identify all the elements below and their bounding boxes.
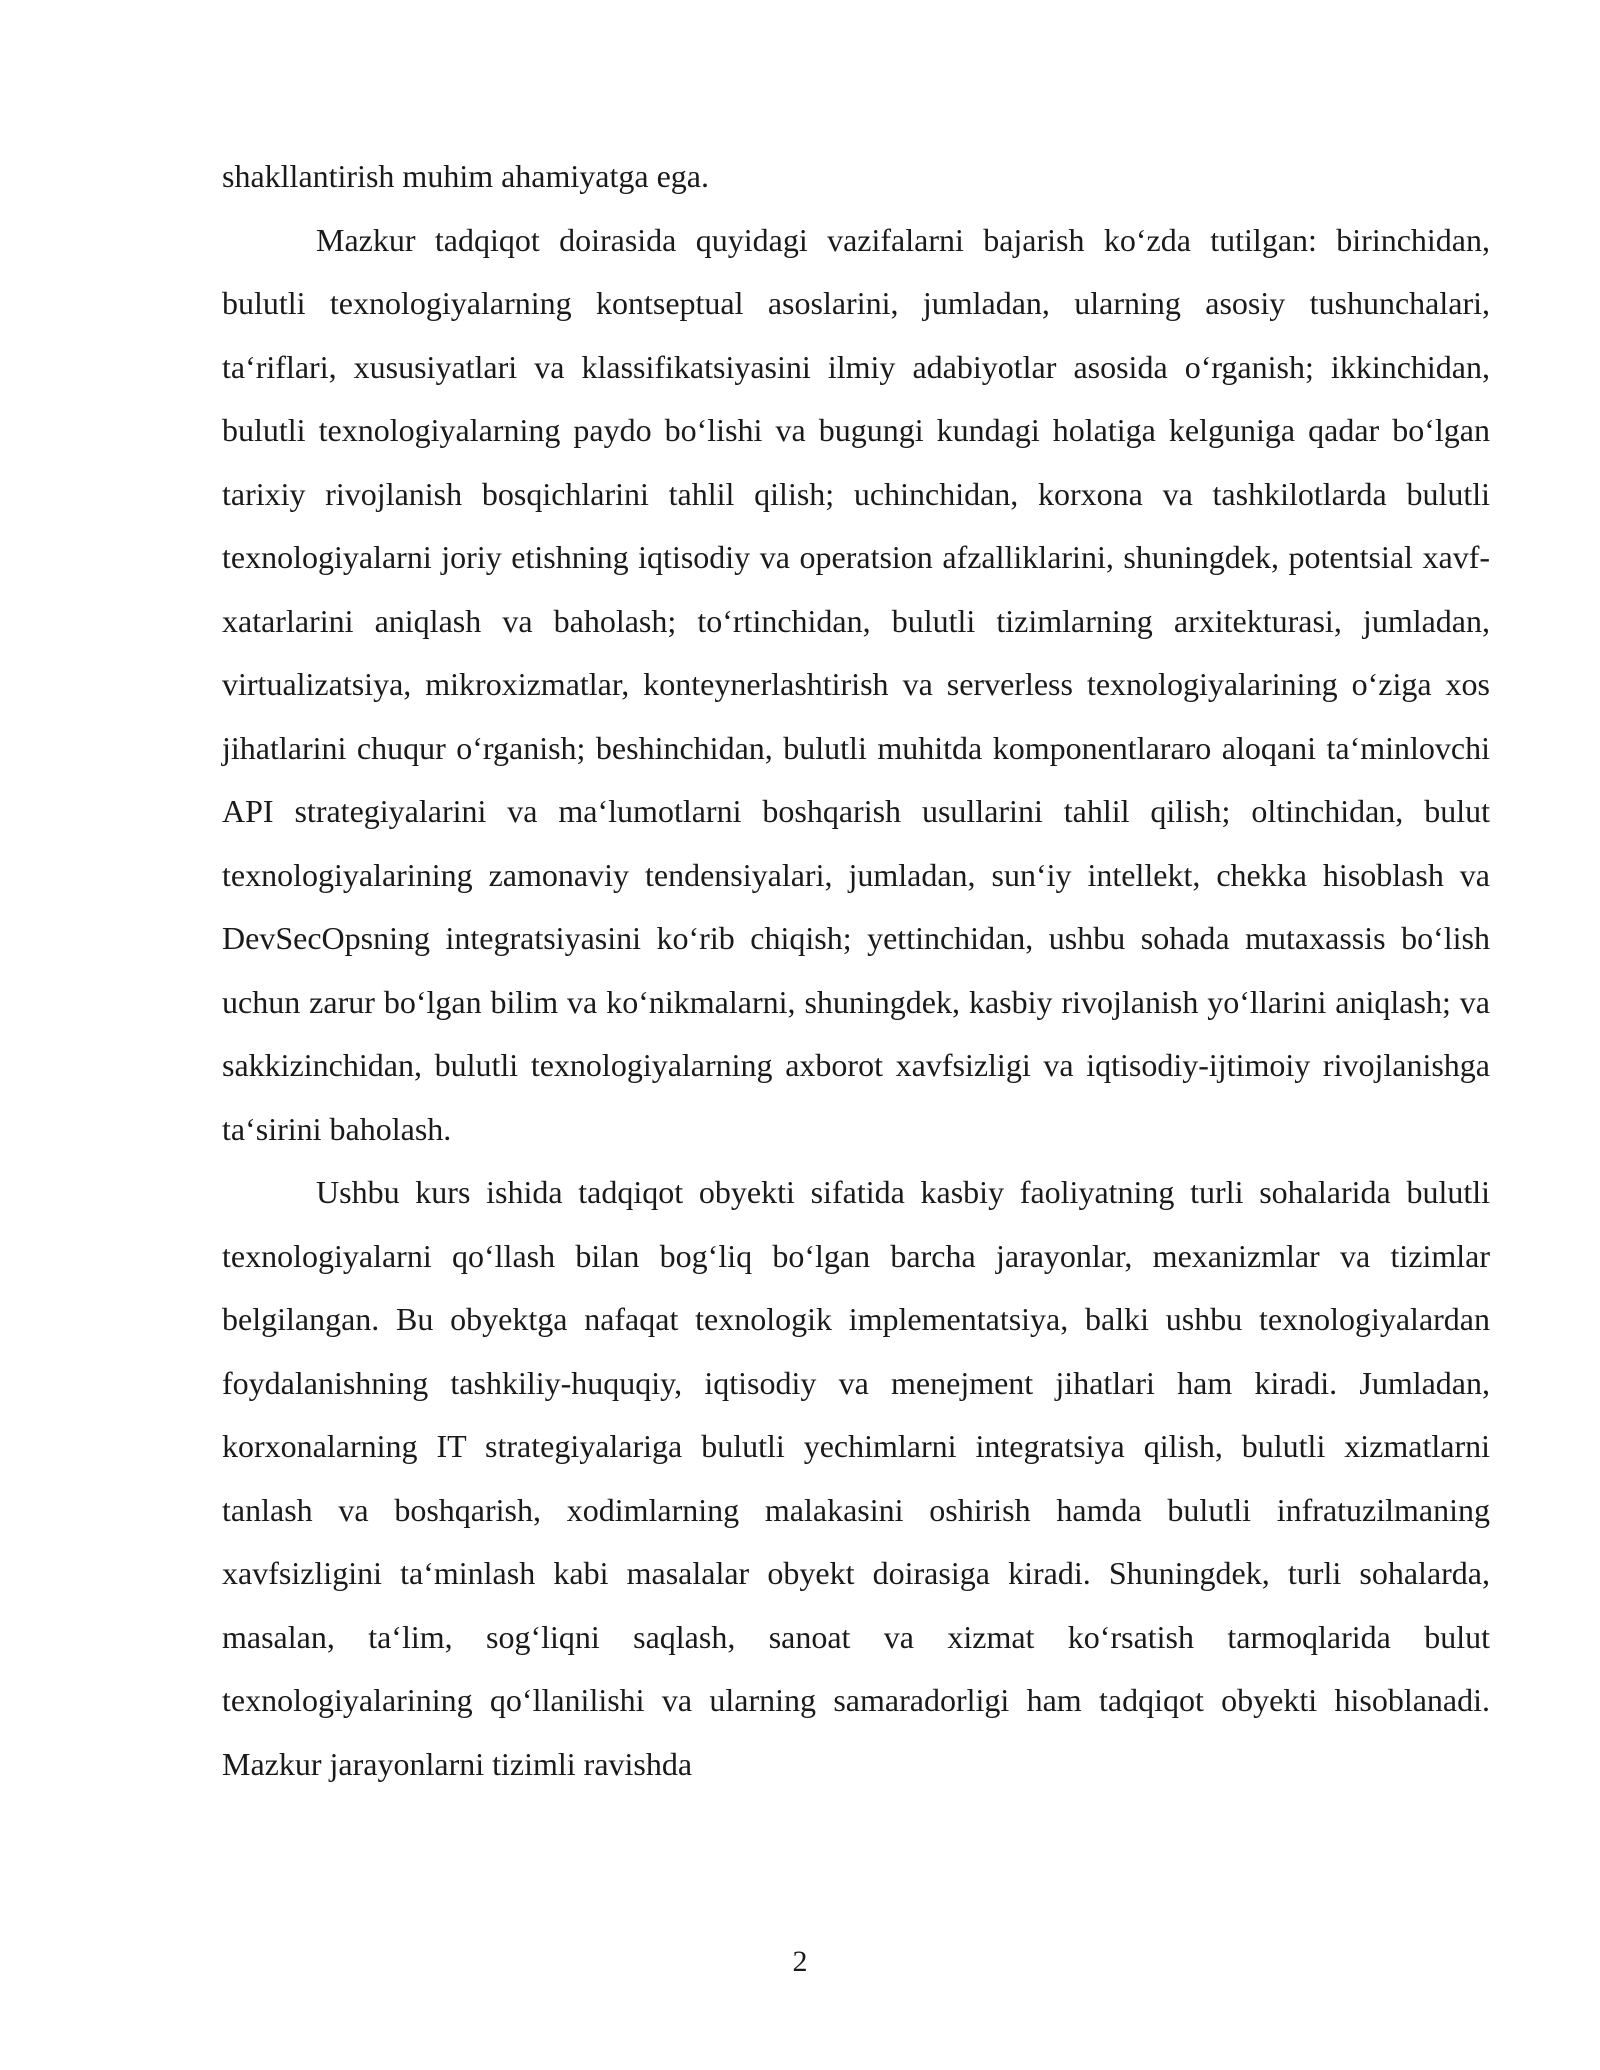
- page-number: 2: [792, 1945, 808, 1978]
- paragraph-research-tasks: Mazkur tadqiqot doirasida quyidagi vazifalarni bajarish ko‘zda tutilgan: birinchidan, bulutli texnologiyalarning kontseptual asoslarini, jumladan, ularning asosiy tushunchalari, ta‘riflari, xususiyatlari va klassifikatsiyasini ilmiy adabiyotlar asosida o‘rganish; ikkinchidan, bulutli texnologiyalarning paydo bo‘lishi va bugungi kundagi holatiga kelguniga qadar bo‘lgan tarixiy rivojlanish bosqichlarini tahlil qilish; uchinchidan, korxona va tashkilotlarda bulutli texnologiyalarni joriy etishning iqtisodiy va operatsion afzalliklarini, shuningdek, potentsial xavf-xatarlarini aniqlash va baholash; to‘rtinchidan, bulutli tizimlarning arxitekturasi, jumladan, virtualizatsiya, mikroxizmatlar, konteynerlashtirish va serverless texnologiyalarining o‘ziga xos jihatlarini chuqur o‘rganish; beshinchidan, bulutli muhitda komponentlararo aloqani ta‘minlovchi API strategiyalarini va ma‘lumotlarni boshqarish usullarini tahlil qilish; oltinchidan, bulut texnologiyalarining zamonaviy tendensiyalari, jumladan, sun‘iy intellekt, chekka hisoblash va DevSecOpsning integratsiyasini ko‘rib chiqish; yettinchidan, ushbu sohada mutaxassis bo‘lish uchun zarur bo‘lgan bilim va ko‘nikmalarni, shuningdek, kasbiy rivojlanish yo‘llarini aniqlash; va sakkizinchidan, bulutli texnologiyalarning axborot xavfsizligi va iqtisodiy-ijtimoiy rivojlanishga ta‘sirini baholash.: [222, 221, 1490, 1147]
- document-body: [222, 145, 1490, 1796]
- paragraph-continuation: shakllantirish muhim ahamiyatga ega.: [222, 158, 709, 194]
- paragraph-research-object: Ushbu kurs ishida tadqiqot obyekti sifatida kasbiy faoliyatning turli sohalarida bulutli texnologiyalarni qo‘llash bilan bog‘liq bo‘lgan barcha jarayonlar, mexanizmlar va tizimlar belgilangan. Bu obyektga nafaqat texnologik implementatsiya, balki ushbu texnologiyalardan foydalanishning tashkiliy-huquqiy, iqtisodiy va menejment jihatlari ham kiradi. Jumladan, korxonalarning IT strategiyalariga bulutli yechimlarni integratsiya qilish, bulutli xizmatlarni tanlash va boshqarish, xodimlarning malakasini oshirish hamda bulutli infratuzilmaning xavfsizligini ta‘minlash kabi masalalar obyekt doirasiga kiradi. Shuningdek, turli sohalarda, masalan, ta‘lim, sog‘liqni saqlash, sanoat va xizmat ko‘rsatish tarmoqlarida bulut texnologiyalarining qo‘llanilishi va ularning samaradorligi ham tadqiqot obyekti hisoblanadi. Mazkur jarayonlarni tizimli ravishda: [222, 1174, 1490, 1782]
